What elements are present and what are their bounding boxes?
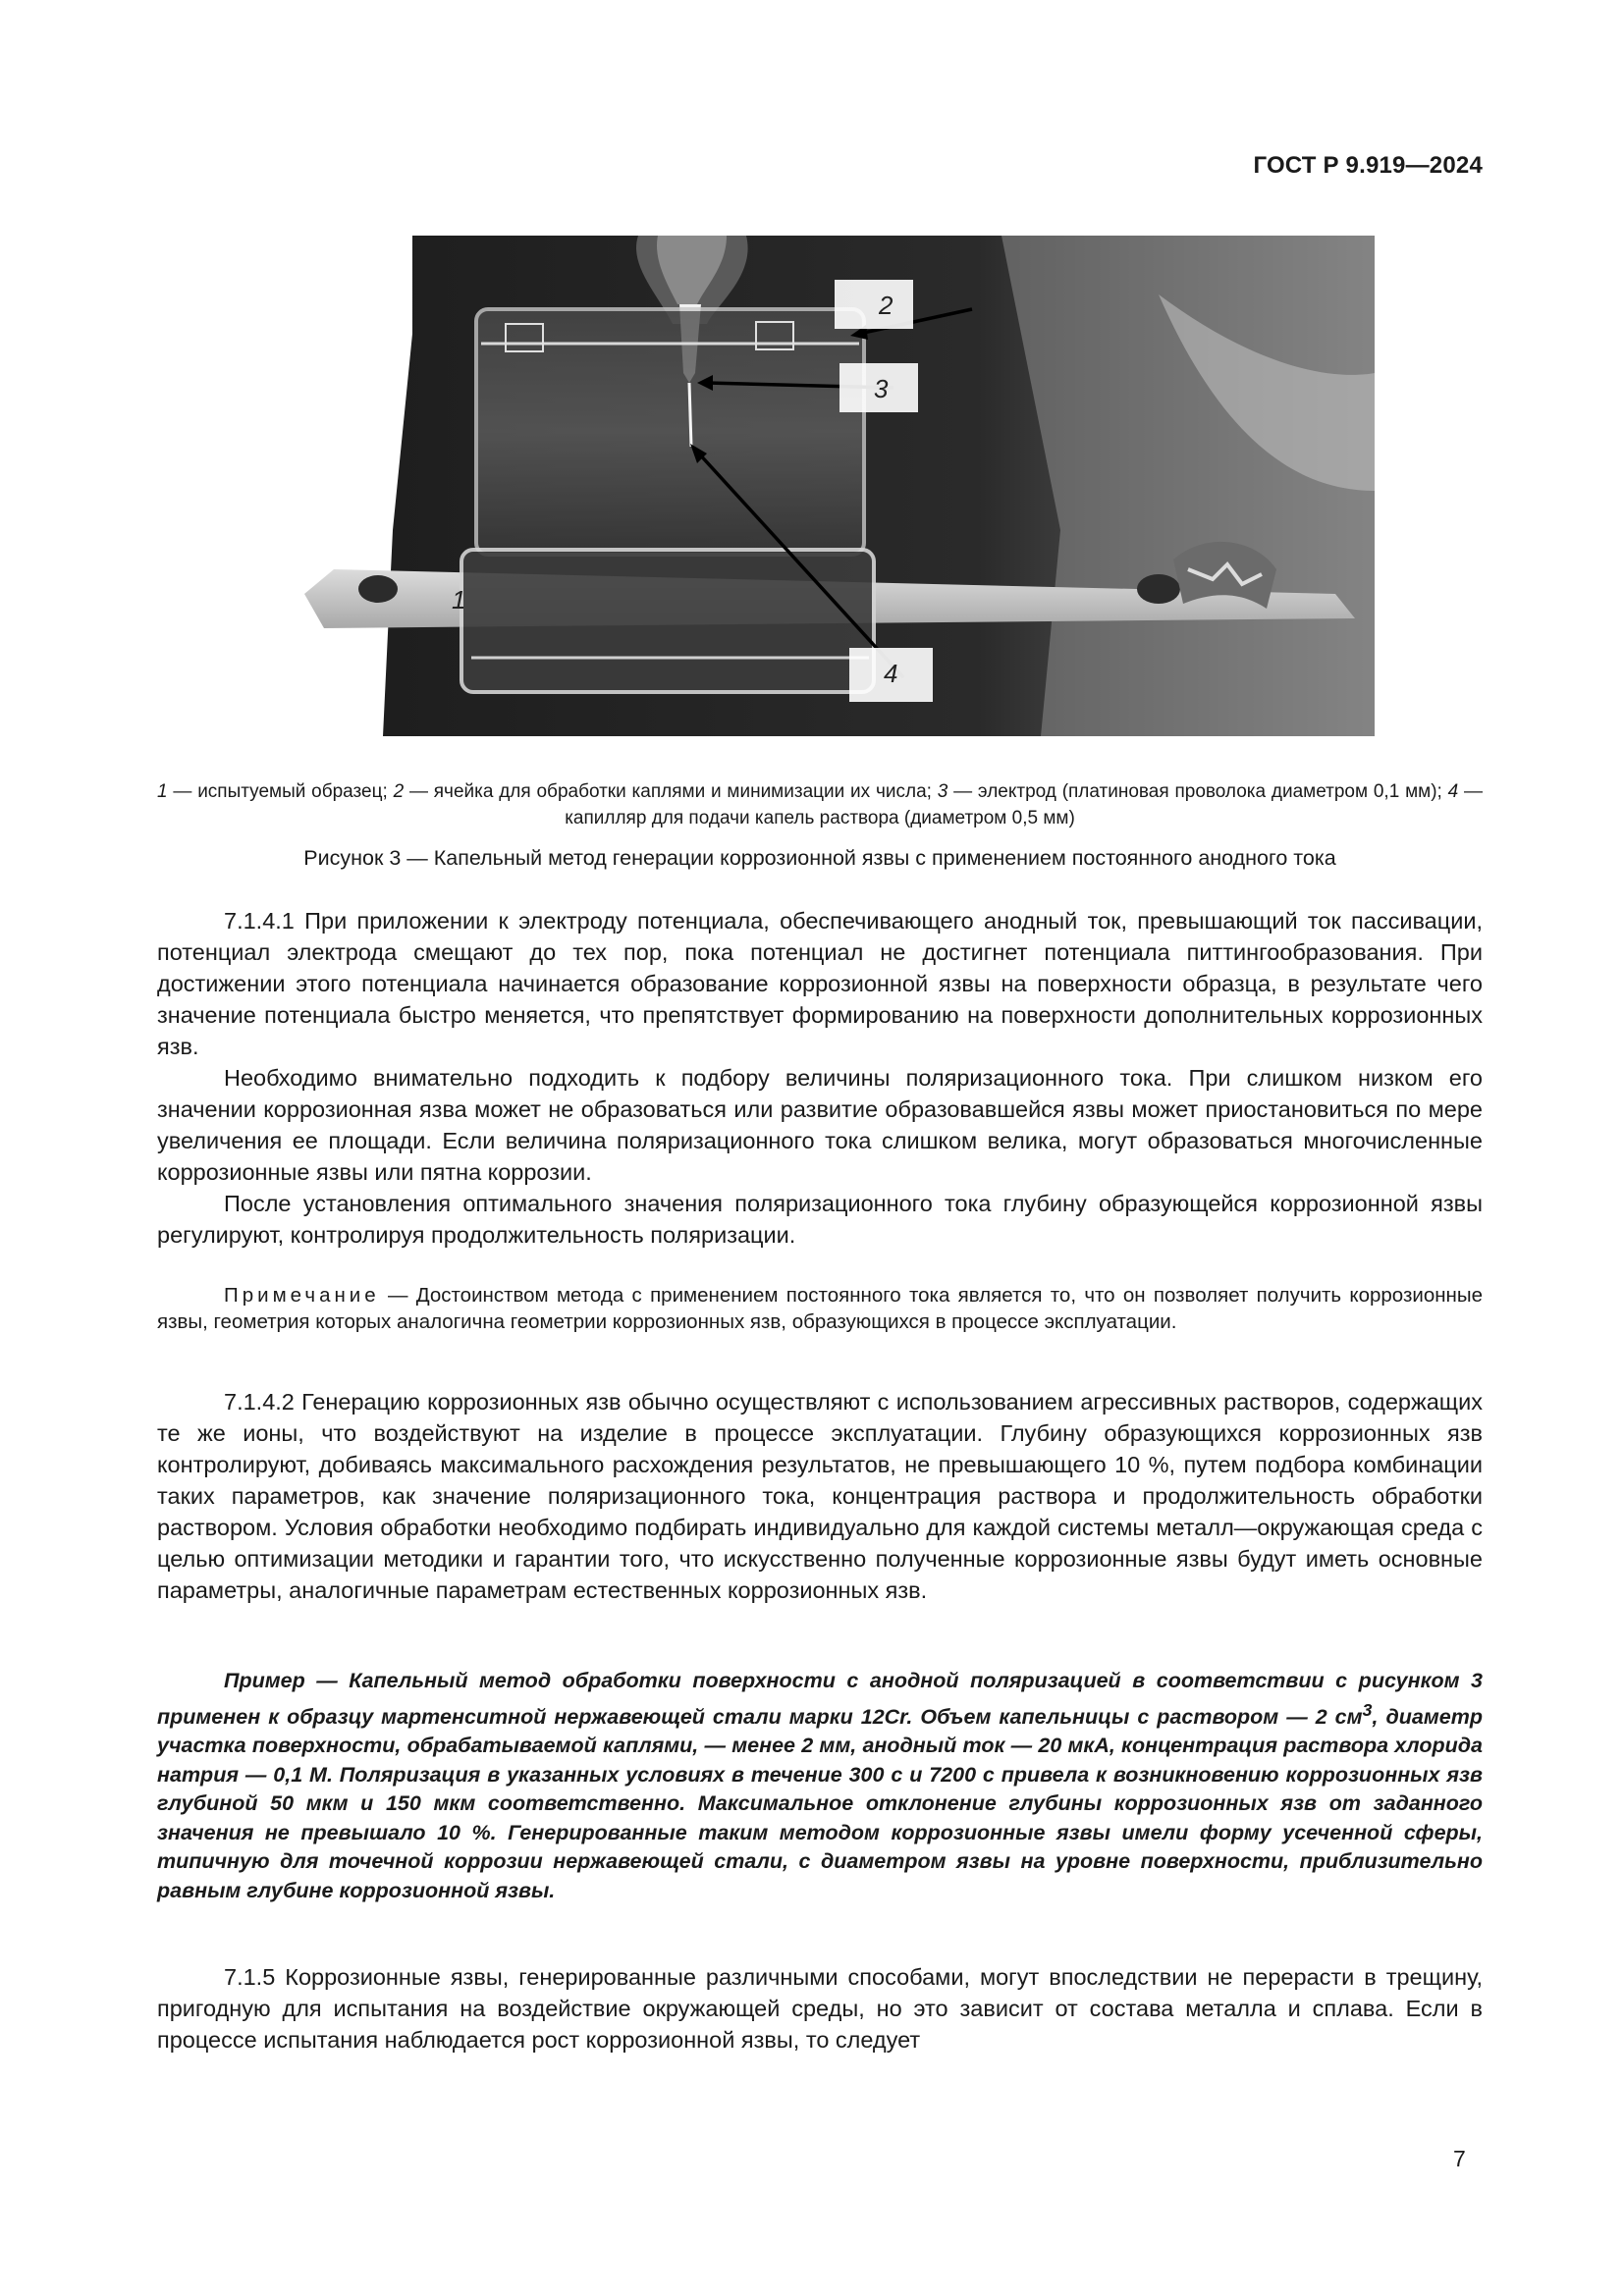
- figure-photo: [295, 236, 1375, 736]
- example-superscript: 3: [1362, 1699, 1373, 1720]
- drop-cell-photo: [295, 236, 1375, 736]
- legend-num-1: 1: [157, 781, 168, 802]
- cell-box-top: [476, 309, 864, 555]
- callout-2: 2: [879, 291, 893, 320]
- example-text-2: , диаметр участка поверхности, обрабатываемой каплями, — менее 2 мм, анодный ток — 20 мкА, концентрация раствора хлорида натрия — 0,1 М. Поляризация в указанных условиях в течение 300 с и 7200 с привела к возникновению коррозионных язв глубиной 50 мкм и 150 мкм соответственно. Максимальное отклонение глубины коррозионных язв от заданного значения не превышало 10 %. Генерированные таким методом коррозионные язвы имели форму усеченной сферы, типичную для точечной коррозии нержавеющей стали, с диаметром язвы на уровне поверхности, приблизительно равным глубине коррозионной язвы.: [157, 1704, 1483, 1902]
- paragraph-7141-2: Необходимо внимательно подходить к подбору величины поляризационного тока. При слишком низком его значении коррозионная язва может не образоваться или развитие образовавшейся язвы может приостановиться по мере увеличения ее площади. Если величина поляризационного тока слишком велика, могут образоваться многочисленные коррозионные язвы или пятна коррозии.: [157, 1065, 1483, 1185]
- callout-4: 4: [884, 659, 898, 688]
- figure-legend: [157, 778, 1483, 831]
- page-number: 7: [1453, 2146, 1466, 2171]
- note-block: [157, 1282, 1483, 1335]
- cell-box-bottom: [461, 550, 874, 692]
- legend-num-3: 3: [937, 781, 948, 802]
- figure-title: Рисунок 3 — Капельный метод генерации коррозионной язвы с применением постоянного анодного тока: [303, 846, 1336, 870]
- paragraph-7141-3: После установления оптимального значения поляризационного тока глубину образующейся коррозионной язвы регулируют, контролируя продолжительность поляризации.: [157, 1191, 1483, 1248]
- paragraph-7141-1: 7.1.4.1 При приложении к электроду потенциала, обеспечивающего анодный ток, превышающий ток пассивации, потенциал электрода смещают до тех пор, пока потенциал не достигнет потенциала питтингообразования. При достижении этого потенциала начинается образование коррозионной язвы на поверхности образца, в результате чего значение потенциала быстро меняется, что препятствует формированию на поверхности дополнительных коррозионных язв.: [157, 908, 1483, 1059]
- example-text-1: Пример — Капельный метод обработки поверхности с анодной поляризацией в соответствии с рисунком 3 применен к образцу мартенситной нержавеющей стали марки 12Cr. Объем капельницы с раствором — 2 см: [157, 1669, 1483, 1729]
- note-text: — Достоинством метода с применением постоянного тока является то, что он позволяет получить коррозионные язвы, геометрия которых аналогична геометрии коррозионных язв, образующихся в процессе эксплуатации.: [157, 1284, 1483, 1333]
- paragraph-7142: 7.1.4.2 Генерацию коррозионных язв обычно осуществляют с использованием агрессивных растворов, содержащих те же ионы, что воздействуют на изделие в процессе эксплуатации. Глубину образующихся коррозионных язв контролируют, добиваясь максимального расхождения результатов, не превышающего 10 %, путем подбора комбинации таких параметров, как значение поляризационного тока, концентрация раствора и продолжительность обработки раствором. Условия обработки необходимо подбирать индивидуально для каждой системы металл—окружающая среда с целью оптимизации методики и гарантии того, что искусственно полученные коррозионные язвы будут иметь основные параметры, аналогичные параметрам естественных коррозионных язв.: [157, 1389, 1483, 1603]
- callout-3: 3: [874, 374, 889, 403]
- example-block: [157, 1667, 1483, 1905]
- document-header: ГОСТ Р 9.919—2024: [1253, 152, 1483, 179]
- legend-num-2: 2: [393, 781, 405, 802]
- paragraph-715: 7.1.5 Коррозионные язвы, генерированные различными способами, могут впоследствии не перерасти в трещину, пригодную для испытания на воздействие окружающей среды, но это зависит от состава металла и сплава. Если в процессе испытания наблюдается рост коррозионной язвы, то следует: [157, 1964, 1483, 2053]
- section-7141: [157, 905, 1483, 1251]
- legend-text-2: — ячейка для обработки каплями и минимизации их числа;: [404, 781, 938, 802]
- legend-text-1: — испытуемый образец;: [167, 781, 394, 802]
- section-7142: [157, 1386, 1483, 1606]
- legend-text-4: — капилляр для подачи капель раствора (диаметром 0,5 мм): [565, 781, 1484, 828]
- section-715: [157, 1961, 1483, 2056]
- legend-text-3: — электрод (платиновая проволока диаметром 0,1 мм);: [947, 781, 1448, 802]
- callout-1: 1: [452, 585, 466, 614]
- electrode-wire: [689, 383, 691, 447]
- note-label: Примечание: [224, 1284, 380, 1307]
- legend-num-4: 4: [1447, 781, 1459, 802]
